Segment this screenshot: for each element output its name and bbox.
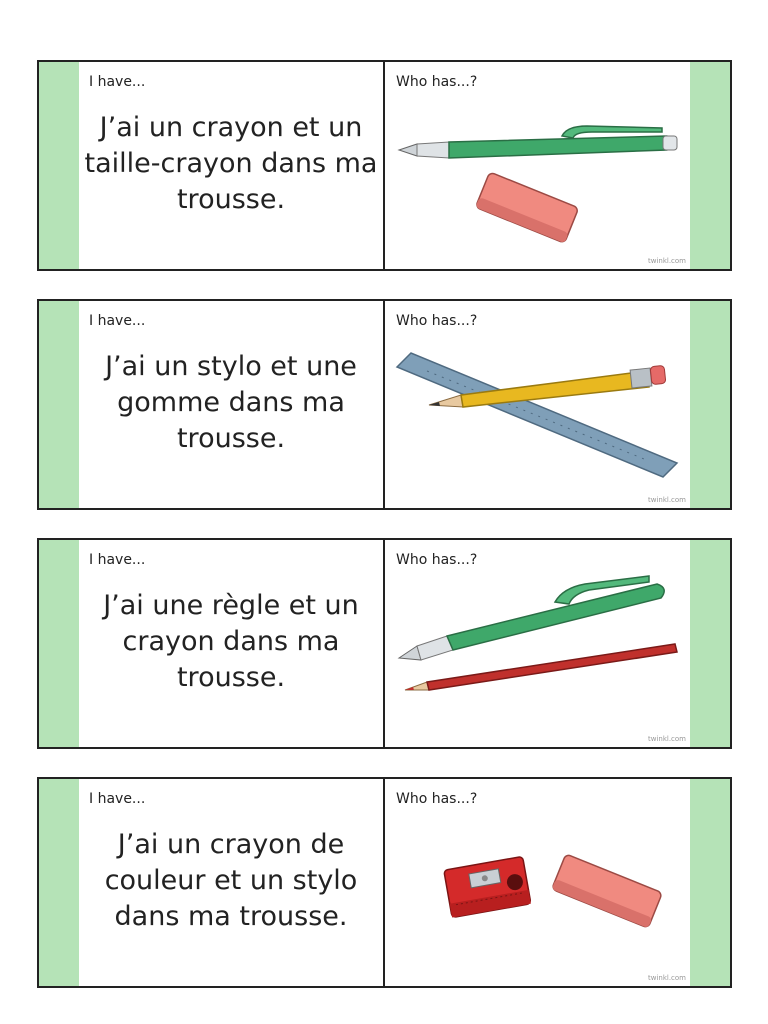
i-have-label: I have... [89, 552, 146, 568]
card-divider [383, 62, 385, 269]
card-1 [37, 60, 732, 271]
who-has-label: Who has...? [396, 552, 478, 568]
card-picture [387, 540, 689, 747]
card-2 [37, 299, 732, 510]
card-divider [383, 301, 385, 508]
credit-text: twinkl.com [647, 735, 686, 743]
card-picture [387, 301, 689, 508]
who-has-label: Who has...? [396, 791, 478, 807]
pencil-sharpener-icon [444, 856, 531, 917]
credit-text: twinkl.com [647, 974, 686, 982]
card-stripe-right [690, 301, 730, 508]
credit-text: twinkl.com [647, 496, 686, 504]
card-divider [383, 540, 385, 747]
card-stripe-right [690, 540, 730, 747]
i-have-label: I have... [89, 313, 146, 329]
card-picture [387, 779, 689, 986]
eraser-icon [552, 854, 663, 928]
card-stripe-left [39, 540, 79, 747]
card-3 [37, 538, 732, 749]
who-has-label: Who has...? [396, 313, 478, 329]
card-stripe-left [39, 62, 79, 269]
card-picture [387, 62, 689, 269]
i-have-label: I have... [89, 791, 146, 807]
eraser-icon [475, 172, 578, 243]
card-stripe-left [39, 779, 79, 986]
card-stripe-right [690, 62, 730, 269]
card-4 [37, 777, 732, 988]
card-sentence: J’ai un crayon et un taille-crayon dans ma trousse. [84, 112, 378, 215]
card-stripe-left [39, 301, 79, 508]
pen-icon [399, 576, 664, 660]
card-sentence: J’ai une règle et un crayon dans ma trousse. [103, 590, 359, 693]
card-divider [383, 779, 385, 986]
pen-icon [399, 126, 677, 158]
who-has-label: Who has...? [396, 74, 478, 90]
card-stripe-right [690, 779, 730, 986]
card-sentence: J’ai un crayon de couleur et un stylo dans ma trousse. [104, 829, 358, 932]
credit-text: twinkl.com [647, 257, 686, 265]
i-have-label: I have... [89, 74, 146, 90]
card-sentence: J’ai un stylo et une gomme dans ma trousse. [105, 351, 357, 454]
